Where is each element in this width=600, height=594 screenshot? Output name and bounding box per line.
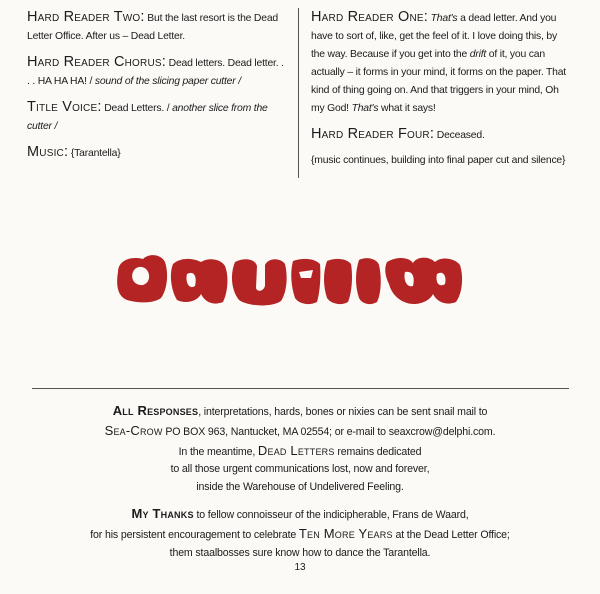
dialogue-text: a dead letter. And you have to sort of, like, get the feel of it. I love doing this, by the way. Because if you get into the bbox=[311, 13, 557, 60]
thanks-line-1 bbox=[40, 505, 560, 525]
closing-notes bbox=[40, 402, 560, 562]
right-column bbox=[311, 8, 573, 177]
stamp-glyphs bbox=[117, 255, 462, 305]
emphasis-text: That's bbox=[351, 103, 379, 114]
responses-line-4: to all those urgent communications lost, now and forever, bbox=[170, 463, 430, 476]
speaker-label: Music: bbox=[27, 144, 69, 160]
dialogue-text: Dead letters. Dead letter. . . . HA HA HA! / bbox=[27, 58, 284, 87]
hard-reader-chorus-entry bbox=[27, 53, 289, 91]
dialogue-text: But the last resort is the Dead Letter Office. After us – Dead Letter. bbox=[27, 13, 278, 42]
all-responses-heading: All Responses bbox=[112, 403, 199, 418]
responses-line-2 bbox=[40, 422, 560, 442]
ten-more-years: Ten More Years bbox=[298, 525, 393, 541]
dialogue-text: Dead Letters. / bbox=[101, 103, 173, 114]
dialogue-text: what it says! bbox=[378, 103, 436, 114]
dialogue-text: of it, you can actually – it forms in your mind, it forms on the paper. That kind of thing going on. And that triggers in your mind, Oh my God! bbox=[311, 49, 566, 114]
text: at the Dead Letter Office; bbox=[392, 528, 510, 541]
text: In the meantime, bbox=[178, 445, 258, 458]
emphasis-text: That's bbox=[430, 13, 458, 24]
column-divider bbox=[298, 8, 299, 178]
page-number: 13 bbox=[294, 562, 306, 573]
text: , interpretations, hards, bones or nixies can be sent snail mail to bbox=[198, 406, 488, 418]
hard-reader-one-entry bbox=[311, 8, 573, 118]
hard-reader-two-entry bbox=[27, 8, 289, 46]
speaker-label: Hard Reader Two: bbox=[27, 9, 145, 25]
dialogue-text: {Tarantella} bbox=[68, 148, 121, 159]
title-voice-entry bbox=[27, 98, 289, 136]
emphasis-text: drift bbox=[469, 49, 487, 60]
dialogue-text: Deceased. bbox=[434, 130, 485, 141]
speaker-label: Hard Reader Chorus: bbox=[27, 54, 166, 70]
red-stamp-illustration bbox=[115, 248, 465, 308]
dead-letters-title: Dead Letters bbox=[257, 442, 335, 458]
stage-direction: another slice from the cutter / bbox=[27, 103, 268, 132]
thanks-line-2 bbox=[40, 525, 560, 545]
text: PO BOX 963, Nantucket, MA 02554; or e-mail to seaxcrow@delphi.com. bbox=[162, 425, 496, 438]
text: for his persistent encouragement to celebrate bbox=[90, 528, 299, 541]
music-note: {music continues, building into final paper cut and silence} bbox=[311, 155, 566, 166]
speaker-label: Title Voice: bbox=[27, 99, 102, 115]
music-entry bbox=[27, 143, 289, 163]
text: remains dedicated bbox=[334, 445, 422, 458]
left-column bbox=[27, 8, 289, 170]
speaker-label: Hard Reader Four: bbox=[311, 126, 435, 142]
responses-line-1 bbox=[40, 402, 560, 422]
responses-line-3 bbox=[40, 442, 560, 462]
thanks-line-3: them staalbosses sure know how to dance the Tarantella. bbox=[169, 546, 431, 559]
horizontal-divider bbox=[32, 388, 569, 389]
text: to fellow connoisseur of the indicipherable, Frans de Waard, bbox=[193, 508, 469, 521]
my-thanks-heading: My Thanks bbox=[131, 505, 194, 521]
stage-direction: sound of the slicing paper cutter / bbox=[94, 76, 241, 87]
responses-line-5: inside the Warehouse of Undelivered Feeling. bbox=[196, 481, 404, 494]
hard-reader-four-entry bbox=[311, 125, 573, 145]
sea-crow-name: Sea-Crow bbox=[104, 422, 163, 438]
speaker-label: Hard Reader One: bbox=[311, 9, 428, 25]
